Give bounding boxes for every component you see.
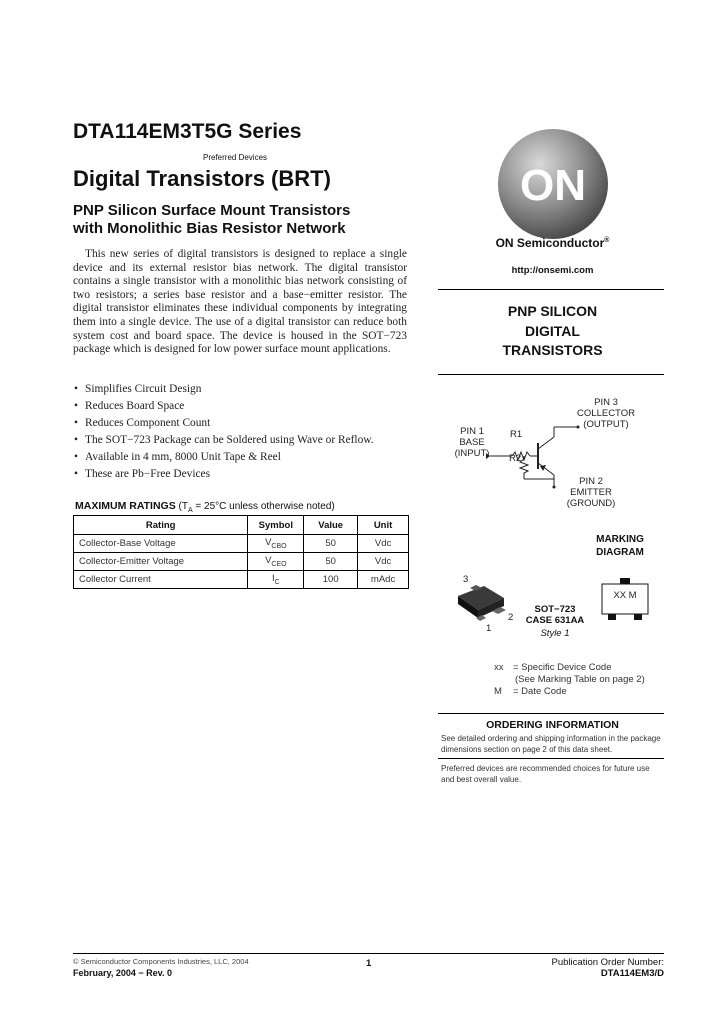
table-row: [74, 535, 409, 553]
legend-code-xx: xx: [494, 662, 504, 673]
r2-label: R2: [509, 453, 522, 464]
ratings-heading-title: MAXIMUM RATINGS: [75, 500, 176, 512]
preferred-devices-label: Preferred Devices: [203, 153, 268, 162]
device-type-line: PNP SILICON: [507, 303, 598, 319]
rating-name: Collector-Base Voltage: [74, 535, 248, 553]
publication-label: Publication Order Number:: [551, 957, 664, 968]
divider: [438, 713, 664, 714]
symbol-subscript: C: [274, 578, 280, 586]
marking-title-line: MARKING: [596, 534, 644, 545]
feature-list: [73, 381, 413, 483]
ratings-table: [73, 515, 409, 589]
symbol-subscript: CEO: [271, 560, 287, 568]
column-header-value: Value: [304, 516, 358, 535]
description-paragraph: This new series of digital transistors is designed to replace a single device and its external resistor bias network. The digital transistor contains a single transistor with a monolithic bias network consisting of two resistors; a series base resistor and a base−emitter resistor. The digital transistor eliminates these individual components by integrating them into a single device. The use of a digital transistor can reduce both system cost and board space. The device is housed in the SOT−723 package which is designed for low power surface mount applications.: [73, 248, 407, 356]
pin3-number: PIN 3: [594, 397, 618, 408]
symbol-letter: V: [265, 537, 272, 549]
pin2-role: (GROUND): [566, 498, 616, 509]
page-title: Digital Transistors (BRT): [73, 166, 331, 191]
on-semiconductor-logo: [497, 128, 609, 240]
publication-number: DTA114EM3/D: [600, 968, 664, 979]
package-pin-3: 3: [463, 574, 469, 585]
rating-symbol: [248, 571, 304, 589]
registered-mark: ®: [604, 237, 610, 244]
pin1-role: (INPUT): [454, 448, 490, 459]
feature-item: • These are Pb−Free Devices: [73, 466, 413, 483]
divider: [438, 758, 664, 759]
pin2-number: PIN 2: [579, 476, 603, 487]
device-type-line: TRANSISTORS: [502, 342, 603, 358]
legend-desc: = Specific Device Code: [513, 662, 612, 673]
divider: [438, 374, 664, 375]
rating-unit: mAdc: [358, 571, 409, 589]
symbol-letter: V: [265, 555, 272, 567]
package-case: CASE 631AA: [525, 615, 585, 626]
ratings-condition-sub: A: [187, 507, 193, 514]
subtitle-line-1: PNP Silicon Surface Mount Transistors: [73, 202, 351, 219]
page-number: 1: [366, 958, 372, 969]
feature-item: • The SOT−723 Package can be Soldered using Wave or Reflow.: [73, 432, 413, 449]
divider: [438, 289, 664, 290]
symbol-letter: I: [271, 573, 275, 585]
feature-item: • Reduces Board Space: [73, 398, 413, 415]
preferred-note-line: Preferred devices are recommended choices for future use: [441, 764, 650, 773]
legend-desc: (See Marking Table on page 2): [515, 674, 645, 685]
column-header-symbol: Symbol: [248, 516, 304, 535]
ordering-line: dimensions section on page 2 of this data sheet.: [441, 745, 613, 754]
symbol-subscript: CBO: [271, 542, 287, 550]
footer-copyright: © Semiconductor Components Industries, LLC, 2004: [73, 957, 249, 966]
footer-date: February, 2004 − Rev. 0: [73, 968, 172, 978]
company-name-text: ON Semiconductor: [495, 236, 605, 250]
rating-symbol: [248, 535, 304, 553]
ratings-condition-suffix: = 25°C unless otherwise noted): [192, 501, 335, 512]
pin1-name: BASE: [459, 437, 485, 448]
rating-value: 50: [304, 553, 358, 571]
feature-item: • Available in 4 mm, 8000 Unit Tape & Reel: [73, 449, 413, 466]
feature-item: • Reduces Component Count: [73, 415, 413, 432]
device-type-line: DIGITAL: [525, 322, 580, 339]
rating-unit: Vdc: [358, 553, 409, 571]
preferred-note: [441, 763, 671, 785]
logo-text: ON: [520, 161, 586, 210]
legend-code-m: M: [494, 686, 502, 697]
pin3-role: (OUTPUT): [583, 419, 629, 430]
table-row: [74, 553, 409, 571]
marking-code: XX M: [613, 590, 637, 601]
ratings-condition-prefix: (T: [178, 501, 188, 512]
rating-symbol: [248, 553, 304, 571]
subtitle: [73, 202, 350, 238]
ordering-line: See detailed ordering and shipping information in the package: [441, 734, 661, 743]
pin2-name: EMITTER: [570, 487, 612, 498]
rating-name: Collector-Emitter Voltage: [74, 553, 248, 571]
company-name: [440, 236, 665, 250]
ratings-heading: [75, 500, 335, 514]
ordering-text: [441, 733, 671, 755]
rating-value: 100: [304, 571, 358, 589]
marking-title-line: DIAGRAM: [596, 547, 644, 558]
company-url[interactable]: http://onsemi.com: [511, 265, 594, 276]
marking-diagram-title: [580, 533, 660, 559]
legend-desc: = Date Code: [513, 686, 567, 697]
ordering-title: ORDERING INFORMATION: [486, 719, 619, 731]
footer-rule: [73, 953, 664, 954]
series-title: DTA114EM3T5G Series: [73, 120, 302, 143]
pin1-number: PIN 1: [460, 426, 484, 437]
package-name: SOT−723: [534, 604, 576, 615]
pin1-label: [452, 426, 492, 459]
column-header-unit: Unit: [358, 516, 409, 535]
rating-value: 50: [304, 535, 358, 553]
pin3-name: COLLECTOR: [577, 408, 635, 419]
pin2-label: [565, 476, 617, 509]
rating-unit: Vdc: [358, 535, 409, 553]
pin3-label: [575, 397, 637, 430]
table-row: [74, 571, 409, 589]
column-header-rating: Rating: [74, 516, 248, 535]
r1-label: R1: [510, 429, 523, 440]
ratings-header-row: [74, 516, 409, 535]
preferred-note-line: and best overall value.: [441, 775, 522, 784]
package-style: Style 1: [540, 628, 570, 639]
device-type-block: [440, 302, 665, 361]
package-pin-2: 2: [508, 612, 514, 623]
subtitle-line-2: with Monolithic Bias Resistor Network: [73, 220, 346, 237]
package-info: [520, 604, 590, 626]
rating-name: Collector Current: [74, 571, 248, 589]
package-pin-1: 1: [486, 623, 492, 634]
feature-item: • Simplifies Circuit Design: [73, 381, 413, 398]
